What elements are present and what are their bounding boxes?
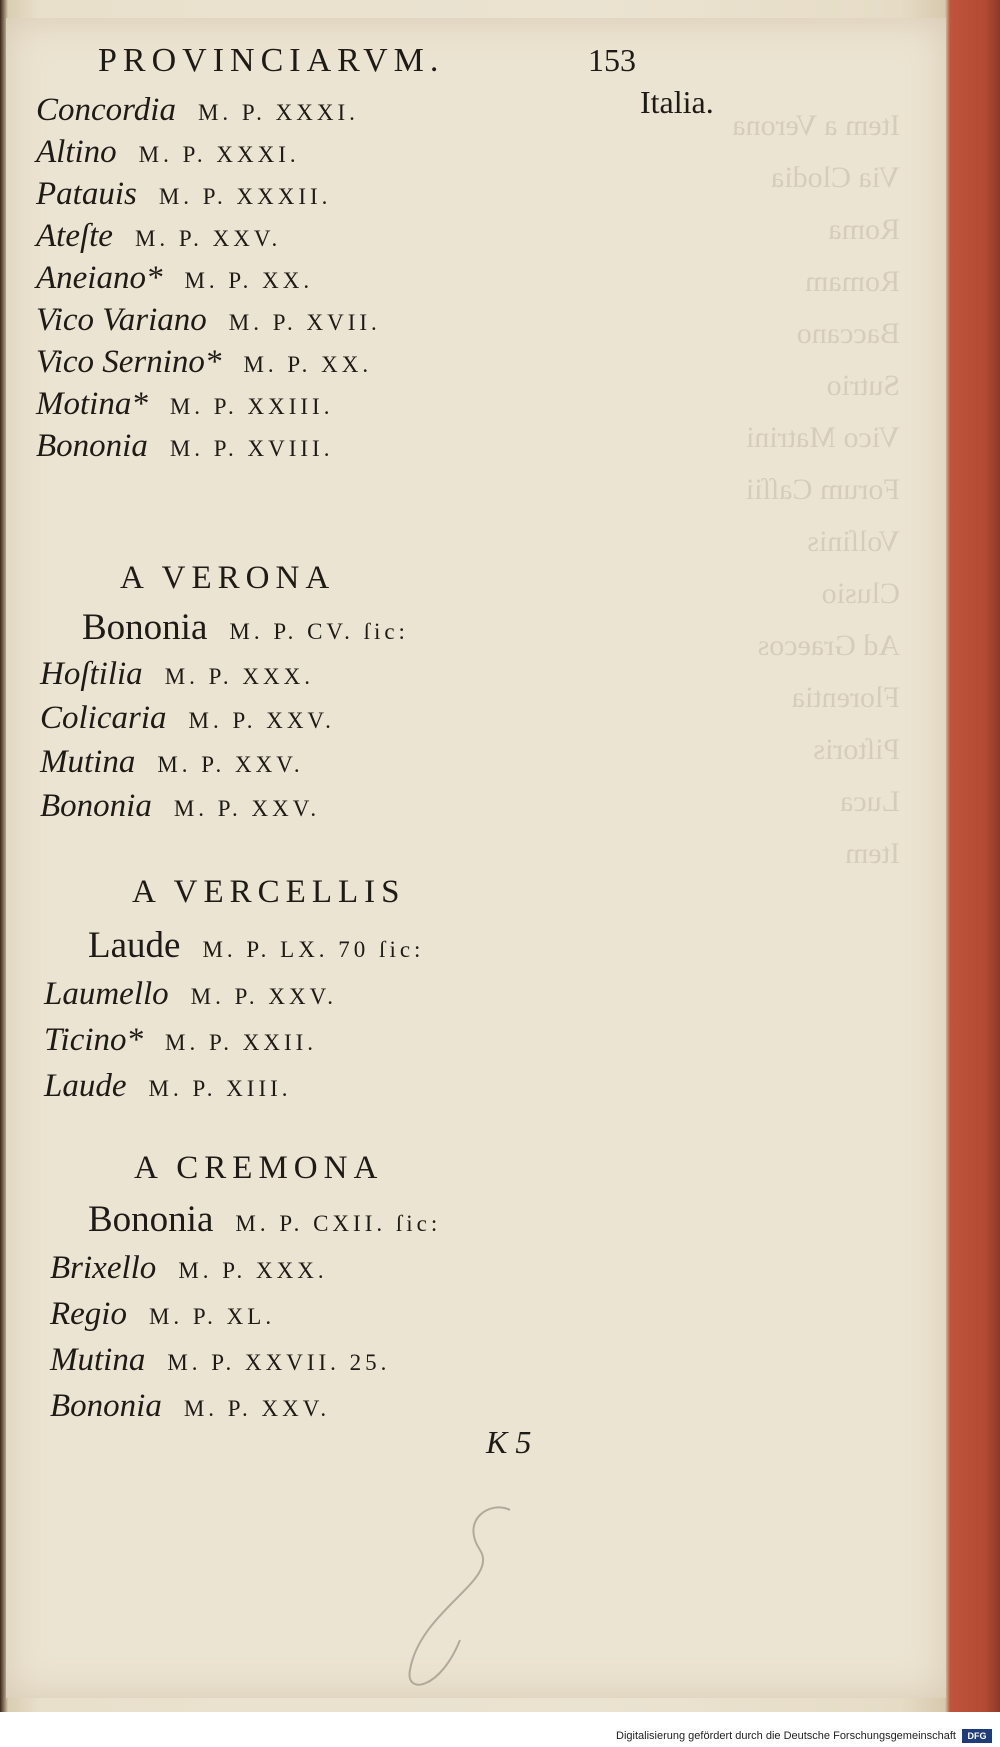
list-item — [50, 1296, 275, 1333]
running-header: PROVINCIARVM. — [98, 42, 445, 79]
distance: M. P. XX. — [184, 268, 314, 293]
place-name: Bononia — [40, 788, 152, 824]
place-name: Hoſtilia — [40, 656, 143, 692]
lead-place: Bononia — [88, 1199, 214, 1240]
list-item — [36, 134, 300, 171]
distance: M. P. XVIII. — [169, 436, 334, 461]
distance: M. P. XXX. — [164, 664, 314, 689]
pencil-mark — [400, 1500, 540, 1700]
place-name: Vico Sernino* — [36, 344, 222, 380]
list-item — [40, 744, 304, 781]
place-name: Ticino* — [44, 1022, 144, 1058]
distance: M. P. XXV. — [157, 752, 304, 777]
place-name: Mutina — [50, 1342, 146, 1378]
list-item — [36, 260, 313, 297]
distance: M. P. XXIII. — [169, 394, 334, 419]
list-item — [44, 976, 337, 1013]
distance: M. P. XXV. — [183, 1396, 331, 1421]
place-name: Altino — [36, 134, 117, 170]
distance: M. P. XXXI. — [138, 142, 300, 167]
distance: M. P. XVII. — [228, 310, 381, 335]
list-item — [50, 1342, 390, 1379]
section-heading: A VERCELLIS — [132, 874, 406, 910]
distance: M. P. XX. — [243, 352, 373, 377]
place-name: Laumello — [44, 976, 169, 1012]
place-name: Vico Variano — [36, 302, 207, 338]
distance: M. P. XXV. — [173, 796, 321, 821]
place-name: Patauis — [36, 176, 137, 212]
section-lead — [88, 1198, 441, 1241]
lead-place: Laude — [88, 925, 181, 966]
place-name: Regio — [50, 1296, 127, 1332]
place-name: Concordia — [36, 92, 176, 128]
list-item — [44, 1022, 317, 1059]
lead-place: Bononia — [82, 607, 208, 648]
margin-label: Italia. — [640, 84, 714, 120]
list-item — [40, 788, 320, 825]
place-name: Brixello — [50, 1250, 157, 1286]
show-through-text: Item a Verona Via Clodia Roma Romam Baccano Sutrio Vico Matrini Forum Caſſii Volſinis Clusio Ad Graecos Florentia Piſtoris Luca Item — [732, 109, 900, 870]
distance: M. P. XXVII. 25. — [167, 1350, 391, 1375]
list-item — [36, 428, 333, 465]
distance: M. P. XXV. — [190, 984, 337, 1009]
place-name: Motina* — [36, 386, 148, 422]
lead-distance: M. P. LX. 70 ſic: — [202, 937, 425, 962]
place-name: Aneiano* — [36, 260, 163, 296]
section-lead — [82, 606, 409, 649]
distance: M. P. XXV. — [188, 708, 335, 733]
list-item — [36, 344, 372, 381]
page-number: 153 — [588, 42, 636, 78]
list-item — [44, 1068, 292, 1105]
list-item — [40, 656, 314, 693]
list-item — [36, 92, 359, 129]
dfg-logo: DFG — [962, 1729, 992, 1743]
place-name: Bononia — [36, 428, 148, 464]
place-name: Mutina — [40, 744, 136, 780]
lead-distance: M. P. CV. ſic: — [229, 619, 409, 644]
distance: M. P. XXXII. — [158, 184, 332, 209]
place-name: Bononia — [50, 1388, 162, 1424]
list-item — [40, 700, 335, 737]
signature-mark: K 5 — [486, 1424, 532, 1460]
list-item — [50, 1250, 328, 1287]
list-item — [50, 1388, 330, 1425]
distance: M. P. XXXI. — [197, 100, 359, 125]
place-name: Ateſte — [36, 218, 113, 254]
place-name: Colicaria — [40, 700, 167, 736]
distance: M. P. XXV. — [134, 226, 282, 251]
digitization-credit: Digitalisierung gefördert durch die Deutsche Forschungsgemeinschaft — [616, 1730, 956, 1742]
list-item — [36, 176, 331, 213]
distance: M. P. XIII. — [148, 1076, 292, 1101]
section-heading: A CREMONA — [134, 1150, 384, 1186]
distance: M. P. XL. — [148, 1304, 276, 1329]
section-lead — [88, 924, 424, 967]
distance: M. P. XXII. — [165, 1030, 318, 1055]
section-heading: A VERONA — [120, 560, 336, 596]
distance: M. P. XXX. — [178, 1258, 328, 1283]
lead-distance: M. P. CXII. ſic: — [235, 1211, 442, 1236]
list-item — [36, 302, 381, 339]
list-item — [36, 386, 333, 423]
list-item — [36, 218, 281, 255]
place-name: Laude — [44, 1068, 127, 1104]
